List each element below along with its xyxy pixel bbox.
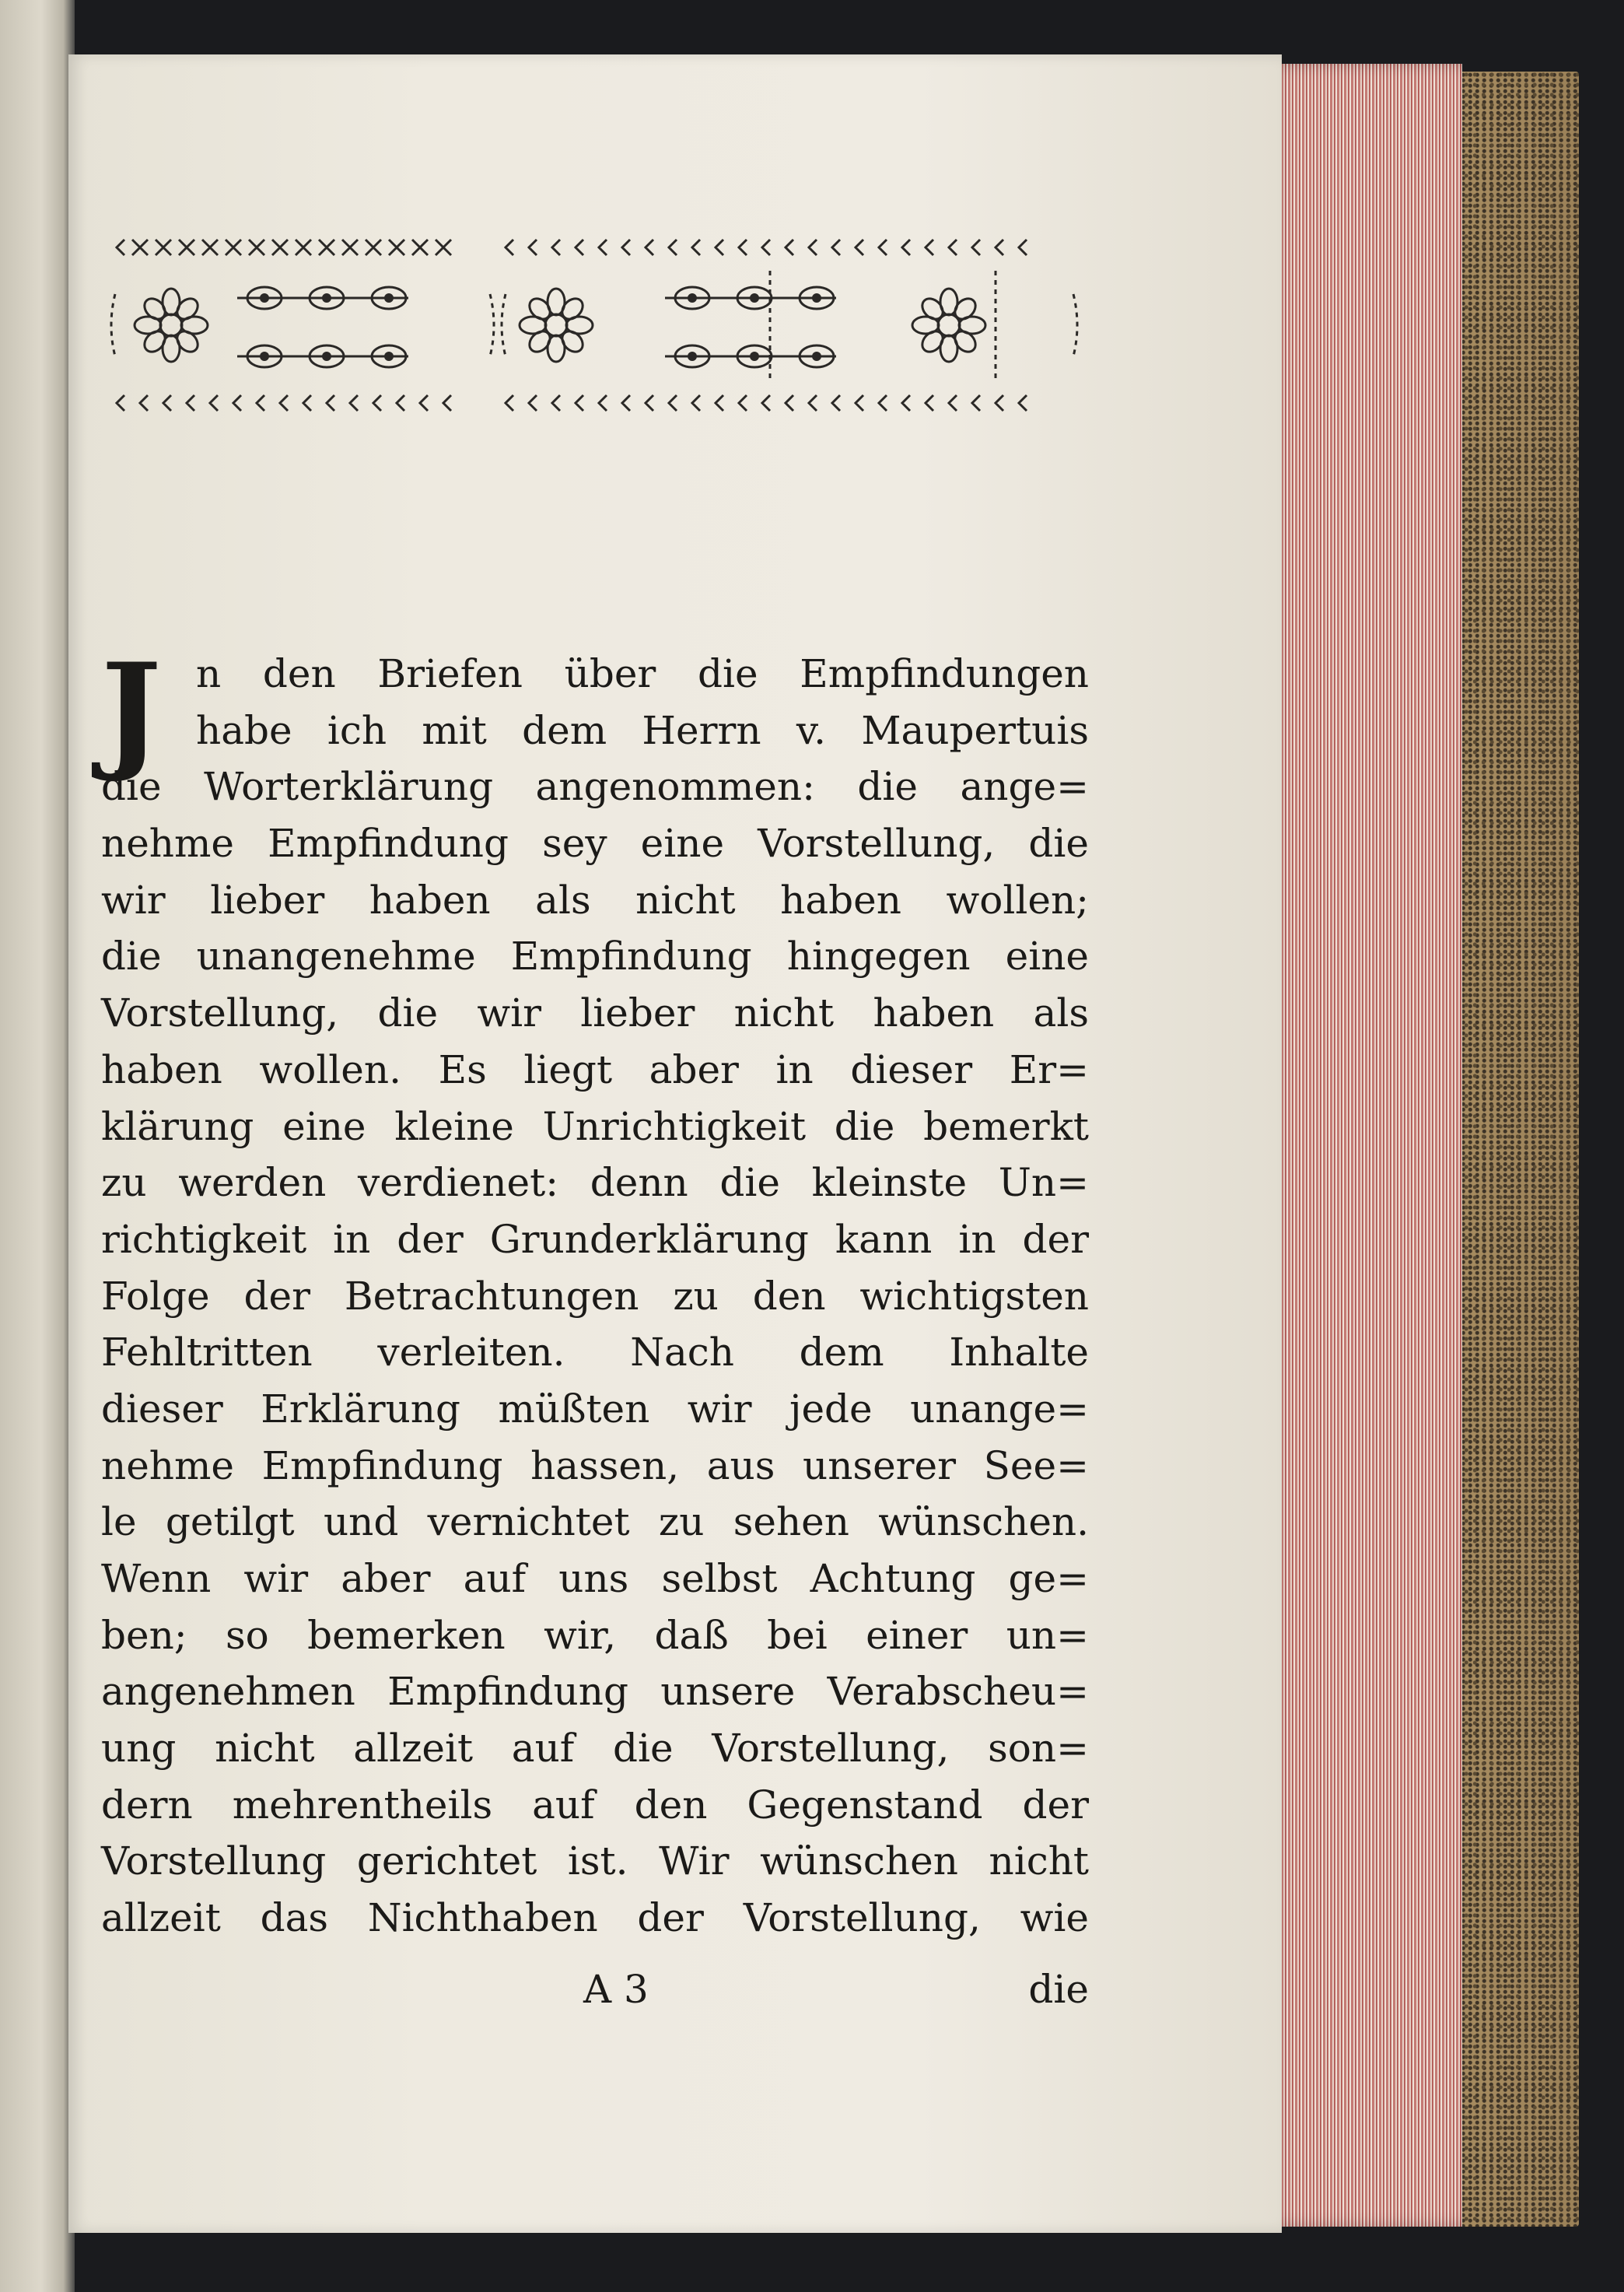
text-line: die unangenehme Empfindung hingegen eine (101, 934, 1089, 980)
text-line: dern mehrentheils auf den Gegenstand der (101, 1782, 1089, 1828)
text-line: die Worterklärung angenommen: die ange= (101, 764, 1089, 810)
body-text (101, 635, 1089, 1947)
catchword: die (1028, 1967, 1089, 2012)
text-line: ben; so bemerken wir, daß bei einer un= (101, 1612, 1089, 1658)
text-line: wir lieber haben als nicht haben wollen; (101, 877, 1089, 923)
text-line: angenehmen Empfindung unsere Verabscheu= (101, 1669, 1089, 1715)
text-line: le getilgt und vernichtet zu sehen wünschen. (101, 1499, 1089, 1545)
text-line: allzeit das Nichthaben der Vorstellung, wie (101, 1895, 1089, 1941)
text-line: Vorstellung, die wir lieber nicht haben als (101, 990, 1089, 1036)
text-line: n den Briefen über die Empfindungen (196, 651, 1089, 696)
text-line: haben wollen. Es liegt aber in dieser Er= (101, 1046, 1089, 1092)
text-line: habe ich mit dem Herrn v. Maupertuis (196, 707, 1089, 753)
text-line: klärung eine kleine Unrichtigkeit die bemerkt (101, 1103, 1089, 1149)
text-line: Wenn wir aber auf uns selbst Achtung ge= (101, 1556, 1089, 1601)
text-line: Vorstellung gerichtet ist. Wir wünschen nicht (101, 1838, 1089, 1884)
text-line: dieser Erklärung müßten wir jede unange= (101, 1386, 1089, 1432)
red-page-edges (1260, 64, 1462, 2227)
text-line: Fehltritten verleiten. Nach dem Inhalte (101, 1330, 1089, 1376)
floral-headpiece-ornament-icon (101, 209, 1097, 442)
text-line: nehme Empfindung sey eine Vorstellung, die (101, 821, 1089, 867)
page-footer (101, 1967, 1089, 2023)
drop-cap: J (101, 635, 162, 785)
text-line: Folge der Betrachtungen zu den wichtigsten (101, 1273, 1089, 1319)
text-line: ung nicht allzeit auf die Vorstellung, son= (101, 1726, 1089, 1772)
text-line: zu werden verdienet: denn die kleinste Un= (101, 1160, 1089, 1206)
text-line: richtigkeit in der Grunderklärung kann in der (101, 1216, 1089, 1262)
text-line: nehme Empfindung hassen, aus unserer See= (101, 1442, 1089, 1488)
facing-page-edge (0, 0, 75, 2292)
signature-mark: A 3 (583, 1967, 649, 2012)
